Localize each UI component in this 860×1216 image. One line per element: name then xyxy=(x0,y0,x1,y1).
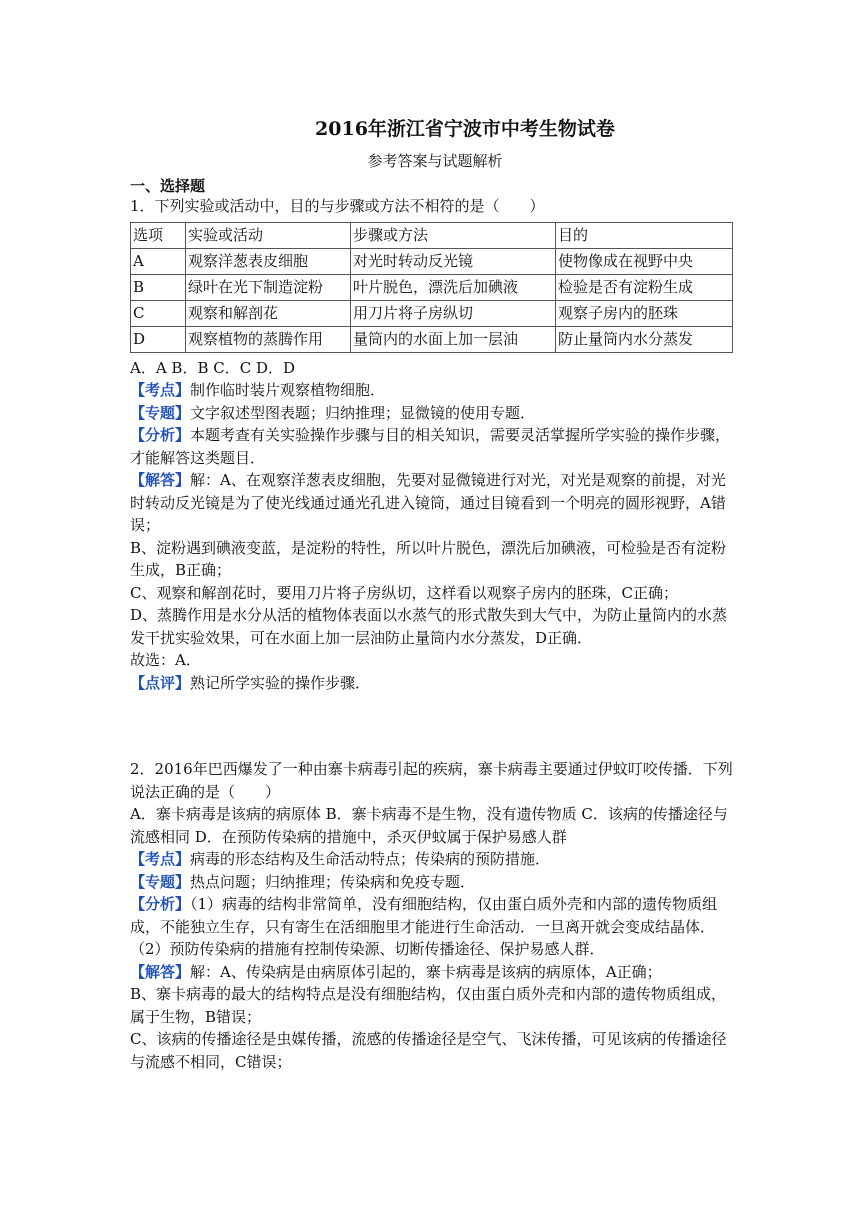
zhuanti-text: 热点问题；归纳推理；传染病和免疫专题． xyxy=(190,872,476,891)
table-cell: 观察子房内的胚珠 xyxy=(556,300,733,326)
fenxi-line xyxy=(130,424,734,469)
dianping-tag: 【点评】 xyxy=(130,673,191,692)
jieda-line xyxy=(130,469,734,537)
zhuanti-tag: 【专题】 xyxy=(130,872,191,891)
zhuanti-text: 文字叙述型图表题；归纳推理；显微镜的使用专题． xyxy=(190,403,536,422)
table-cell: B xyxy=(131,274,186,300)
page-subtitle: 参考答案与试题解析 xyxy=(367,152,503,170)
question-2-choices: A．寨卡病毒是该病的病原体 B．寨卡病毒不是生物，没有遗传物质 C．该病的传播途径与流感相同 D．在预防传染病的措施中，杀灭伊蚊属于保护易感人群 xyxy=(130,805,728,846)
fenxi-text: （1）病毒的结构非常简单，没有细胞结构，仅由蛋白质外壳和内部的遗传物质组成，不能独立生存，只有寄生在活细胞里才能进行生命活动．一旦离开就会变成结晶体． xyxy=(130,895,718,936)
question-2-stem: 2．2016年巴西爆发了一种由寨卡病毒引起的疾病，寨卡病毒主要通过伊蚊叮咬传播．下列说法正确的是（ ） xyxy=(130,760,733,801)
fenxi-line-2: （2）预防传染病的措施有控制传染源、切断传播途径、保护易感人群． xyxy=(130,940,605,958)
jieda-text: 解：A、在观察洋葱表皮细胞，先要对显微镜进行对光，对光是观察的前提，对光时转动反光镜是为了使光线通过通光孔进入镜筒，通过目镜看到一个明亮的圆形视野，A错误； xyxy=(130,471,726,534)
table-cell: 叶片脱色，漂洗后加碘液 xyxy=(351,274,556,300)
table-cell: 检验是否有淀粉生成 xyxy=(556,274,733,300)
question-1 xyxy=(130,195,734,694)
jieda-tag: 【解答】 xyxy=(130,471,191,489)
table-row xyxy=(131,274,733,300)
table-cell: 绿叶在光下制造淀粉 xyxy=(186,274,351,300)
zhuanti-line xyxy=(130,402,734,425)
table-row xyxy=(131,326,733,352)
question-1-stem: 1．下列实验或活动中，目的与步骤或方法不相符的是（ ） xyxy=(130,197,545,215)
question-1-choices: A．A B．B C．C D．D xyxy=(130,358,296,377)
table-header-cell: 实验或活动 xyxy=(186,222,351,248)
kaodian-tag: 【考点】 xyxy=(130,850,191,868)
table-cell: 观察植物的蒸腾作用 xyxy=(186,326,351,352)
jieda-line-b: B、淀粉遇到碘液变蓝，是淀粉的特性，所以叶片脱色，漂洗后加碘液，可检验是否有淀粉生成，B正确； xyxy=(130,538,727,579)
fenxi-tag: 【分析】 xyxy=(130,895,191,913)
table-cell: C xyxy=(131,300,186,326)
jieda-tag: 【解答】 xyxy=(130,962,191,981)
kaodian-tag: 【考点】 xyxy=(130,381,191,399)
table-cell: D xyxy=(131,326,186,352)
table-cell: 量筒内的水面上加一层油 xyxy=(351,326,556,352)
table-cell: 观察洋葱表皮细胞 xyxy=(186,248,351,274)
table-cell: 观察和解剖花 xyxy=(186,300,351,326)
kaodian-line xyxy=(130,848,734,871)
table-header-cell: 步骤或方法 xyxy=(351,222,556,248)
fenxi-text: 本题考查有关实验操作步骤与目的相关知识，需要灵活掌握所学实验的操作步骤，才能解答这类题目． xyxy=(130,426,731,467)
table-cell: 对光时转动反光镜 xyxy=(351,248,556,274)
table-header-cell: 目的 xyxy=(556,222,733,248)
fenxi-tag: 【分析】 xyxy=(130,426,191,444)
section-heading: 一、选择题 xyxy=(130,177,206,195)
zhuanti-tag: 【专题】 xyxy=(130,403,191,422)
jieda-line xyxy=(130,961,734,984)
jieda-text: 解：A、传染病是由病原体引起的，寨卡病毒是该病的病原体，A正确； xyxy=(190,962,662,981)
jieda-line-c: C、该病的传播途径是虫媒传播，流感的传播途径是空气、飞沫传播，可见该病的传播途径与流感不相同，C错误； xyxy=(130,1030,727,1071)
table-row xyxy=(131,300,733,326)
table-row xyxy=(131,248,733,274)
jieda-line-d: D、蒸腾作用是水分从活的植物体表面以水蒸气的形式散失到大气中，为防止量筒内的水蒸发干扰实验效果，可在水面上加一层油防止量筒内水分蒸发，D正确． xyxy=(130,606,728,647)
page-title: 2016年浙江省宁波市中考生物试卷 xyxy=(315,118,615,140)
zhuanti-line xyxy=(130,871,734,894)
jieda-line-b: B、寨卡病毒的最大的结构特点是没有细胞结构，仅由蛋白质外壳和内部的遗传物质组成，属于生物，B错误； xyxy=(130,985,727,1026)
question-2 xyxy=(130,758,734,1073)
dianping-text: 熟记所学实验的操作步骤． xyxy=(190,673,371,692)
dianping-line xyxy=(130,672,734,695)
answer-line: 故选：A． xyxy=(130,651,201,669)
kaodian-line xyxy=(130,379,734,402)
table-cell: 用刀片将子房纵切 xyxy=(351,300,556,326)
question-1-table xyxy=(130,222,733,353)
table-header-cell: 选项 xyxy=(131,222,186,248)
table-cell: 防止量筒内水分蒸发 xyxy=(556,326,733,352)
table-cell: 使物像成在视野中央 xyxy=(556,248,733,274)
kaodian-text: 制作临时装片观察植物细胞． xyxy=(190,381,386,399)
table-header-row xyxy=(131,222,733,248)
table-cell: A xyxy=(131,248,186,274)
fenxi-line xyxy=(130,893,734,938)
kaodian-text: 病毒的形态结构及生命活动特点；传染病的预防措施． xyxy=(190,850,551,868)
jieda-line-c: C、观察和解剖花时，要用刀片将子房纵切，这样看以观察子房内的胚珠，C正确； xyxy=(130,583,678,602)
